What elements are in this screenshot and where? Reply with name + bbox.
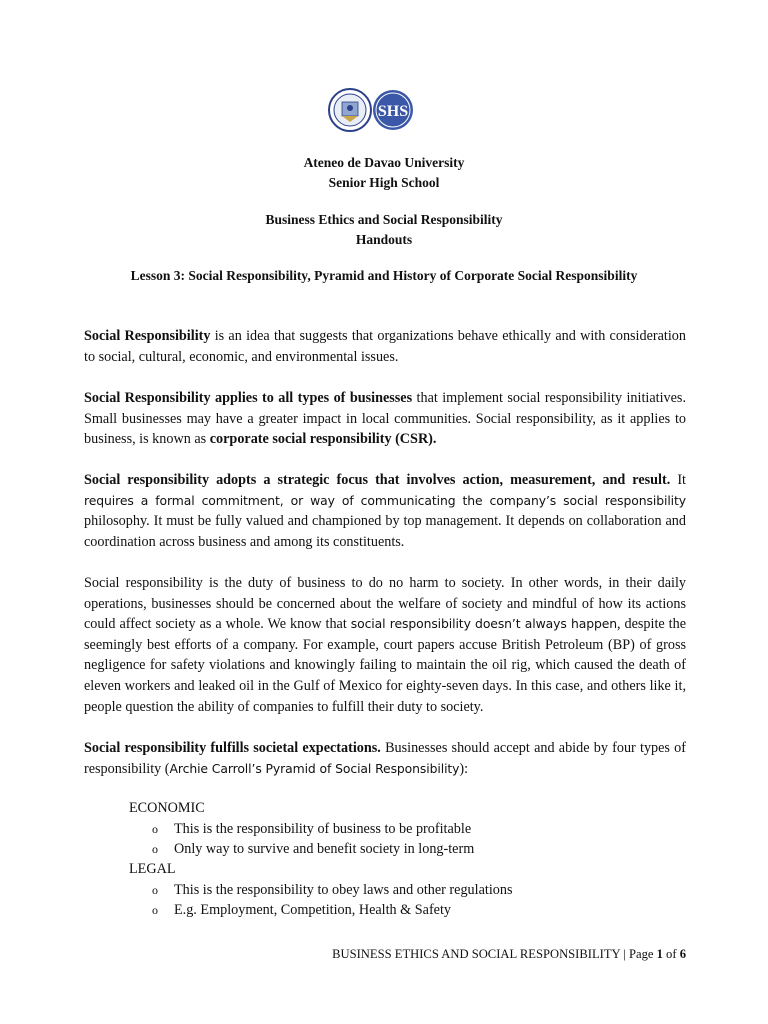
economic-heading: ECONOMIC xyxy=(129,800,205,816)
paragraph-text-alt-font: requires a formal commitment, or way of communicating the company’s social responsibility xyxy=(84,492,686,508)
paragraph-lead: Social Responsibility xyxy=(84,328,211,344)
bullet-icon: o xyxy=(152,883,158,897)
paragraph-definition xyxy=(84,326,686,367)
paragraph-expectations xyxy=(84,738,686,779)
paragraph-strategic-focus xyxy=(84,470,686,552)
list-item xyxy=(152,880,512,900)
bullet-icon: o xyxy=(152,822,158,836)
page-total: 6 xyxy=(679,947,686,961)
bullet-icon: o xyxy=(152,903,158,917)
paragraph-text: It xyxy=(670,472,686,488)
paragraph-text: , despite the seemingly best efforts of a company. For example, court papers accuse British Petroleum (BP) of gross negligence for safety violations and knowingly failing to maintain the oil rig, which caused the death of eleven workers and leaked oil in the Gulf of Mexico for eighty-seven days. In this case, and others like it, people question the ability of companies to fulfill their duty to society. xyxy=(84,616,686,715)
paragraph-text: Social responsibility is the duty of business to do no harm to society. In other words, in their daily operations, businesses should be concerned about the welfare of society and mindful of how its actions could affect society as a whole. We know that xyxy=(84,575,686,633)
school-name: Senior High School xyxy=(328,175,440,190)
paragraph-text: that implement social responsibility initiatives. Small businesses may have a greater impact in local communities. Social responsibility, as it applies to business, is known as xyxy=(84,390,686,448)
course-title: Business Ethics and Social Responsibility xyxy=(265,212,503,227)
paragraph-duty xyxy=(84,573,686,717)
document-type: Handouts xyxy=(355,232,413,247)
list-item-text: This is the responsibility to obey laws and other regulations xyxy=(174,882,513,898)
lesson-title: Lesson 3: Social Responsibility, Pyramid and History of Corporate Social Responsibility xyxy=(130,268,638,283)
shs-logo-text: SHS xyxy=(377,103,409,120)
university-name: Ateneo de Davao University xyxy=(303,155,465,170)
paragraph-business-types xyxy=(84,388,686,450)
page-number: 1 xyxy=(656,947,663,961)
paragraph-lead: Social responsibility adopts a strategic focus that involves action, measurement, and result. xyxy=(84,472,671,488)
list-item-text: This is the responsibility of business to be profitable xyxy=(174,821,472,837)
list-item-text: E.g. Employment, Competition, Health & Safety xyxy=(174,902,452,918)
footer-of: of xyxy=(662,947,680,961)
university-seal-icon xyxy=(329,89,371,131)
footer-text: BUSINESS ETHICS AND SOCIAL RESPONSIBILITY | Page xyxy=(332,947,657,961)
list-item xyxy=(152,900,451,920)
page-footer xyxy=(84,944,686,964)
paragraph-lead: Social responsibility fulfills societal expectations. xyxy=(84,740,381,756)
paragraph-text: is an idea that suggests that organizations behave ethically and with consideration to social, cultural, economic, and environmental issues. xyxy=(84,328,686,365)
list-item xyxy=(152,839,474,859)
list-item xyxy=(152,819,471,839)
paragraph-text: ): xyxy=(459,760,469,777)
legal-heading: LEGAL xyxy=(129,861,176,877)
paragraph-lead: Social Responsibility applies to all types of businesses xyxy=(84,390,413,406)
paragraph-text: Businesses should accept and abide by four types of responsibility ( xyxy=(84,740,686,777)
paragraph-emphasis: corporate social responsibility (CSR). xyxy=(209,431,437,448)
school-logos xyxy=(327,86,417,134)
shs-logo-icon xyxy=(373,90,413,130)
bullet-icon: o xyxy=(152,842,158,856)
paragraph-text-alt-font: Archie Carroll’s Pyramid of Social Responsibility xyxy=(169,760,460,776)
list-item-text: Only way to survive and benefit society in long-term xyxy=(174,841,475,857)
paragraph-text: philosophy. It must be fully valued and championed by top management. It depends on collaboration and coordination across business and among its constituents. xyxy=(84,513,686,550)
paragraph-text-alt-font: social responsibility doesn’t always happen xyxy=(350,616,618,632)
